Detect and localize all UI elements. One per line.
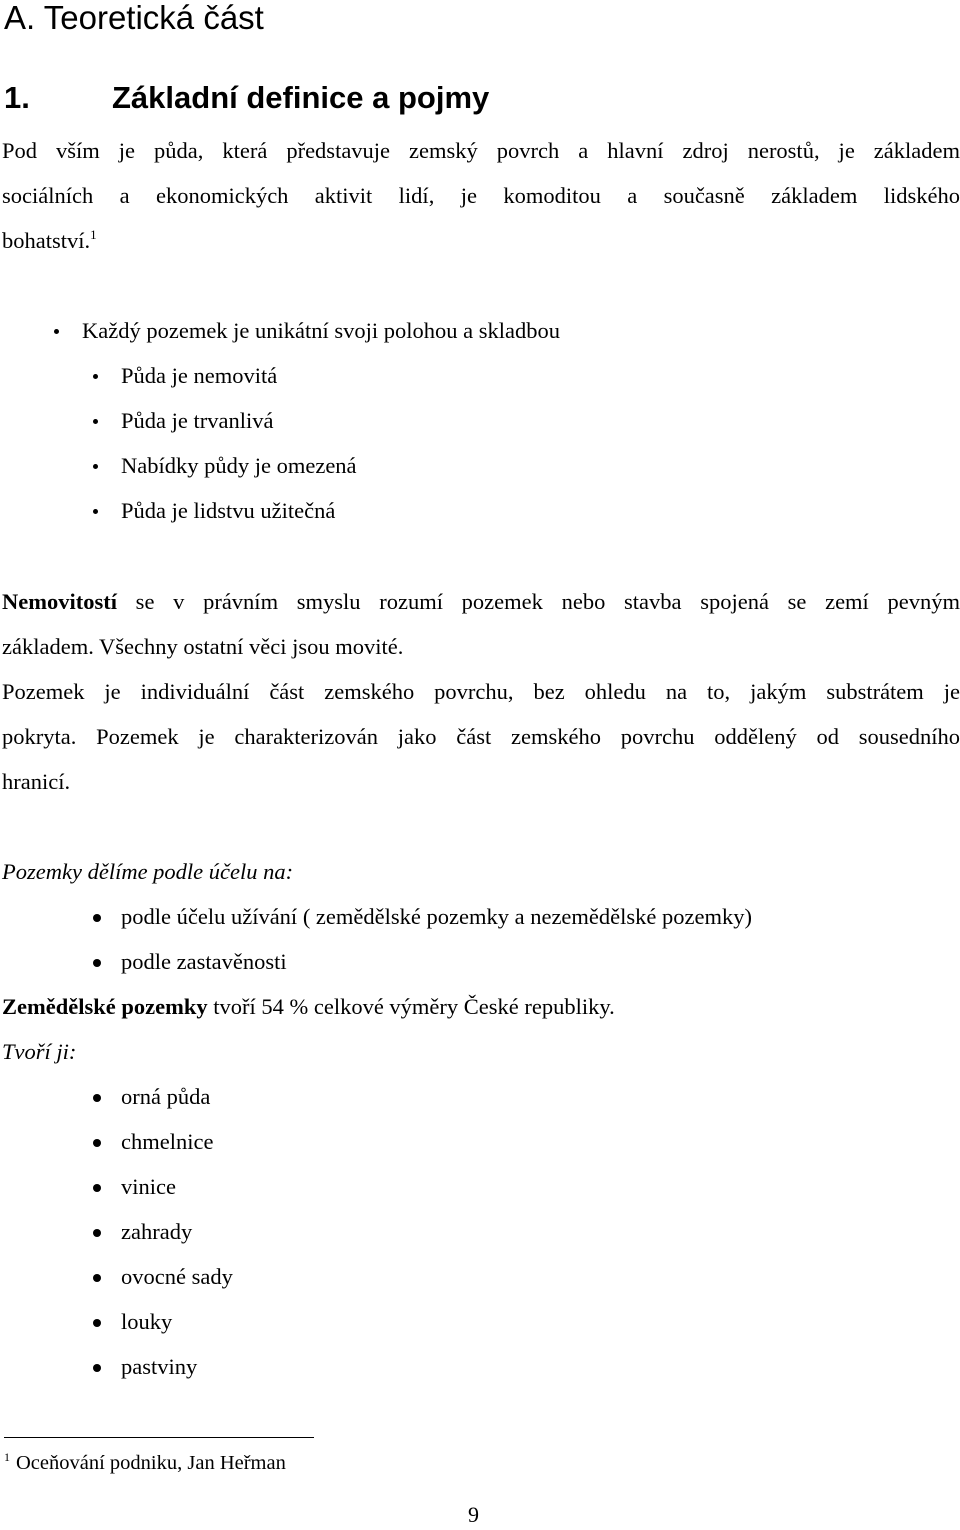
page-number: 9 bbox=[468, 1502, 479, 1527]
parcel-line-1: Pozemek je individuální část zemského povrchu, bez ohledu na to, jakým substrátem je bbox=[2, 679, 960, 704]
bullet-icon bbox=[93, 509, 98, 514]
bullet-icon bbox=[54, 329, 59, 334]
bullet-icon bbox=[93, 1184, 101, 1192]
intro-line-3-text: bohatství. bbox=[2, 228, 91, 253]
list-item-label: zahrady bbox=[121, 1219, 193, 1244]
agricultural-line bbox=[2, 992, 615, 1022]
agricultural-text: tvoří 54 % celkové výměry České republiky. bbox=[207, 994, 615, 1019]
list-item-label: chmelnice bbox=[121, 1129, 214, 1154]
list-item-label: podle zastavěnosti bbox=[121, 949, 287, 974]
footnote-text: Oceňování podniku, Jan Heřman bbox=[16, 1452, 286, 1474]
bullet-icon bbox=[93, 374, 98, 379]
footnote-divider bbox=[4, 1437, 314, 1438]
footnote bbox=[4, 1448, 286, 1478]
immovable-line-1 bbox=[2, 587, 960, 617]
bullet-icon bbox=[93, 1229, 101, 1237]
bullet-icon bbox=[93, 419, 98, 424]
bullet-icon bbox=[93, 1274, 101, 1282]
intro-line-1: Pod vším je půda, která představuje zemský povrch a hlavní zdroj nerostů, je základem bbox=[2, 138, 960, 163]
list-item-label: Půda je lidstvu užitečná bbox=[121, 498, 336, 523]
list-item-label: podle účelu užívání ( zemědělské pozemky a nezemědělské pozemky) bbox=[121, 904, 752, 929]
footnote-reference: 1 bbox=[90, 227, 97, 242]
bullet-icon bbox=[93, 1139, 101, 1147]
list-item-label: Půda je nemovitá bbox=[121, 363, 278, 388]
bullet-icon bbox=[93, 959, 101, 967]
immovable-line-2: základem. Všechny ostatní věci jsou movité. bbox=[2, 634, 404, 659]
list-item-label: Půda je trvanlivá bbox=[121, 408, 274, 433]
chapter-title-text: Základní definice a pojmy bbox=[112, 80, 490, 115]
parcel-line-3: hranicí. bbox=[2, 769, 71, 794]
footnote-number: 1 bbox=[4, 1450, 10, 1464]
chapter-number: 1. bbox=[4, 80, 30, 115]
list-item-label: vinice bbox=[121, 1174, 176, 1199]
intro-line-2: sociálních a ekonomických aktivit lidí, je komoditou a současně základem lidského bbox=[2, 183, 960, 208]
part-title: A. Teoretická část bbox=[4, 0, 264, 36]
composition-heading: Tvoří ji: bbox=[2, 1039, 77, 1064]
bullet-icon bbox=[93, 1094, 101, 1102]
bullet-icon bbox=[93, 914, 101, 922]
parcel-line-2: pokryta. Pozemek je charakterizován jako část zemského povrchu oddělený od sousedního bbox=[2, 724, 960, 749]
agricultural-term: Zemědělské pozemky bbox=[2, 994, 208, 1019]
division-heading: Pozemky dělíme podle účelu na: bbox=[2, 859, 294, 884]
list-item-label: ovocné sady bbox=[121, 1264, 233, 1289]
list-item-label: louky bbox=[121, 1309, 173, 1334]
intro-line-3 bbox=[2, 226, 97, 256]
chapter-title bbox=[4, 78, 489, 118]
bullet-icon bbox=[93, 464, 98, 469]
list-item-label: Nabídky půdy je omezená bbox=[121, 453, 357, 478]
immovable-term: Nemovitostí bbox=[2, 589, 117, 614]
list-item-label: pastviny bbox=[121, 1354, 198, 1379]
immovable-line-1-text: se v právním smyslu rozumí pozemek nebo stavba spojená se zemí pevným bbox=[116, 589, 960, 614]
list-item-label: orná půda bbox=[121, 1084, 211, 1109]
bullet-icon bbox=[93, 1364, 101, 1372]
bullet-icon bbox=[93, 1319, 101, 1327]
list-item-label: Každý pozemek je unikátní svoji polohou a skladbou bbox=[82, 318, 561, 343]
